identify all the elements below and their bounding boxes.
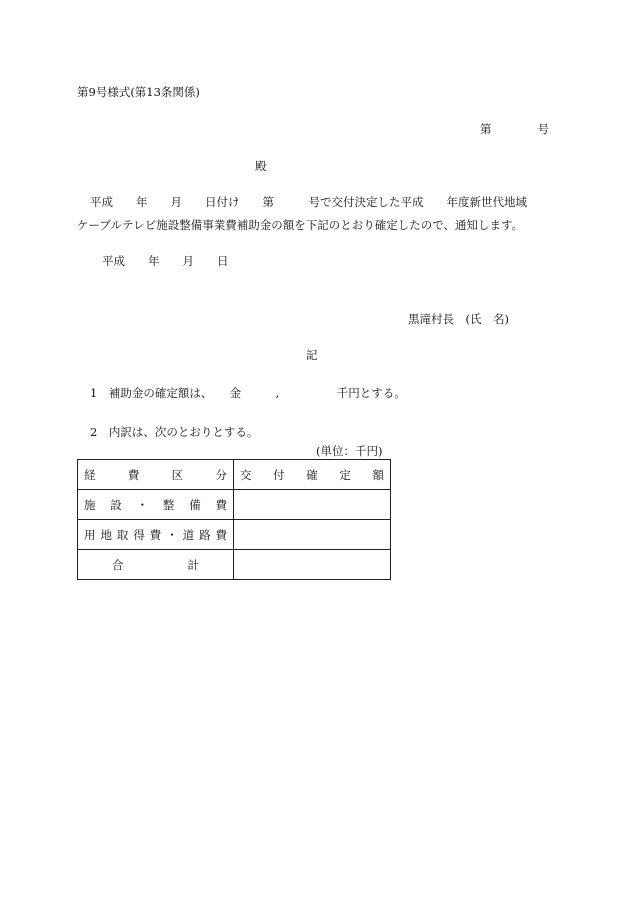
char: 地 [100, 527, 112, 542]
row-value [234, 490, 391, 520]
header-confirmed-amount-text [240, 467, 384, 483]
total-label-text [84, 557, 227, 573]
table-total-row [78, 550, 391, 580]
char: 整 [162, 497, 175, 512]
char: 交 [240, 467, 252, 482]
char: 費 [127, 467, 140, 482]
char: 確 [306, 467, 318, 482]
item-1: 1 補助金の確定額は、 金 , 千円とする。 [90, 386, 406, 400]
row-label-text [84, 527, 227, 543]
char: 費 [215, 527, 227, 542]
header-expense-category [78, 460, 234, 490]
item-2: 2 内訳は、次のとおりとする。 [90, 425, 259, 439]
total-label [78, 550, 234, 580]
record-heading: 記 [306, 348, 318, 362]
char: 分 [215, 467, 227, 482]
document-number: 第 号 [480, 122, 549, 136]
sender: 黒滝村長 (氏 名) [408, 312, 509, 326]
char: 路 [199, 527, 211, 542]
char: 費 [149, 527, 162, 542]
total-value [234, 550, 391, 580]
char: 施 [84, 497, 96, 512]
char: 額 [372, 467, 384, 482]
addressee: 殿 [255, 159, 267, 173]
char: 計 [187, 557, 199, 572]
char: 得 [133, 527, 145, 542]
row-label-text [84, 497, 227, 513]
header-expense-category-text [84, 467, 227, 483]
header-confirmed-amount [234, 460, 391, 490]
char: 経 [84, 467, 96, 482]
body-text-line-2: ケーブルテレビ施設整備事業費補助金の額を下記のとおり確定したので、通知します。 [77, 218, 524, 232]
char: 定 [339, 467, 351, 482]
char: 区 [171, 467, 184, 482]
char: 備 [189, 497, 201, 512]
row-value [234, 520, 391, 550]
char: 道 [182, 527, 195, 542]
char: 付 [273, 467, 285, 482]
form-number: 第9号様式(第13条関係) [77, 85, 200, 99]
char: ・ [136, 497, 149, 512]
row-label [78, 520, 234, 550]
unit-note: (単位：千円) [316, 444, 383, 458]
char: ・ [166, 527, 178, 542]
body-text-line-1: 平成 年 月 日付け 第 号で交付決定した平成 年度新世代地域 [90, 195, 527, 209]
char: 取 [116, 527, 129, 542]
row-label [78, 490, 234, 520]
table-row [78, 520, 391, 550]
char: 費 [215, 497, 227, 512]
char: 用 [84, 527, 96, 542]
table-row [78, 490, 391, 520]
breakdown-table [77, 459, 391, 580]
table-header-row [78, 460, 391, 490]
char: 合 [112, 557, 124, 572]
date-line: 平成 年 月 日 [102, 254, 229, 268]
char: 設 [110, 497, 122, 512]
